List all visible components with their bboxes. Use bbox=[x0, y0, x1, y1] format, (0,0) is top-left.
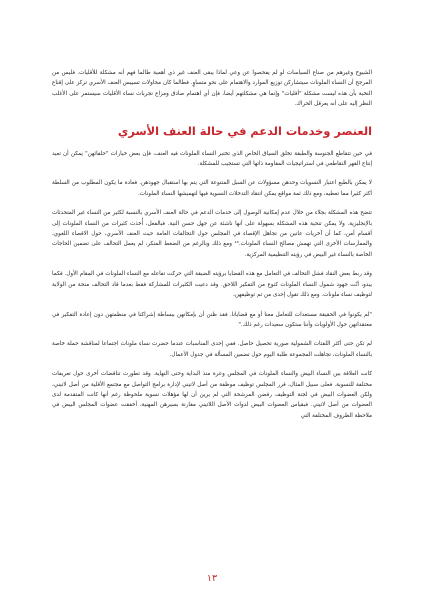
section-heading: العنصر وخدمات الدعم في حالة العنف الأسري bbox=[117, 123, 372, 138]
body-paragraph: وقد ربط بعض النقاد فشل التحالف في التعامل مع هذه القضايا برؤيته الضيقة التي حركت تفاعله مع النساء الملونات في المقام الأول. فكما يبدو، أنّت جهود شمول النساء الملونات كنوع من التفكير اللاحق. وقد دعيت الكثيرات للمشاركة فقط بعدما قاد التحالف منحة من الولاية لتوظيف نساء ملونات. ومع ذلك تقول إحدى من تم توظيفهن، bbox=[52, 271, 372, 299]
body-paragraph: لم تكن حتى أكثر اللفتات الشمولية صورية تحصيل حاصل. ففي إحدى المناسبات عندما حضرت نساء ملونات اجتماعا لمناقشة حملة خاصة بالنساء الملونات، تجاهلت المجموعة طلبة اليوم حول تضمين المسألة في جدول الأعمال. bbox=[52, 341, 372, 358]
intro-text-block bbox=[52, 68, 372, 110]
block-quote: "لم يكونوا في الحقيقة مستعدات للتعامل معنا أو مع قضايانا. فقد ظنن أن بإمكانهن ببساطة إشراكنا في منظمتهن دون إعادة التفكير في معتقداتهن حول الأولويات وأننا ستكون سعيدات رغم ذلك." bbox=[52, 311, 372, 328]
body-paragraph: الشيوخ وغيرهم من صناع السياسات لو لم يفحصوا عن وعي لماذا يبقى العنف غير ذي أهمية طالما فهم أنه مشكلة للأقليات. فليس من المرجح أن النساء الملونات سيتشاركن توزيع الموارد والاهتمام على نحو متساوٍ. فطالما كان محاولات تسييس العنف الأسري تركز على إقناع النخبة بأن هذه ليست مشكلة "أقليات" وإنما هي مشكلتهم أيضا، فإن أي اهتمام صادق ومزاع تجربات نساء الأقليات سيستمر على الأغلب النظر إليه على أنه يعرقل الحراك. bbox=[52, 70, 372, 108]
body-paragraph: لا يمكن بالطبع اعتبار النسويات وحدهن مسؤولات عن السبل المتنوعة التي يتم بها استقبال جهودهن. فعادة ما يكون المطلوب من السلطة أكثر كثيرا مما تعطيه، ومع ذلك ثمة مواقع يمكن انتقاد التدخلات النسوية فيها لتهميشها النساء الملونات. bbox=[52, 180, 372, 197]
body-paragraph: في حين تتقاطع الجنوسة والطبقة تخلق السياق الخاص الذي تختبر النساء الملونات فيه العنف، فإن بعض خيارات "حلفائهن" يمكن أن تعيد إنتاج القهر التقاطعي في استراتيجيات المقاومة ذاتها التي تستجيب للمشكلة. bbox=[52, 150, 372, 168]
body-paragraph: تتضح هذه المشكلة بجلاء من خلال عدم إمكانية الوصول إلى خدمات الدعم في حالة العنف الأسري بالنسبة لكثير من النساء غير المتحدثات بالإنجليزية. ولا يمكن تنحية هذه المشكلة بسهولة على أنها ناشئة عن جهل حسن النية. فبالفعل، أُخذت كثيرات من النساء الملونات إلى أقسام أمن، كما أن آخريات عانين من تجاهل الإقصاء في المجلس حول التحالفات العامة حيث العنف الأسري، حول الاقصاء اللغوي، والممارسات الأخرى التي تهمش مصالح النساء الملونات.¹³ ومع ذلك وبالرغم من الضغط المنكر، لم يعمل التحالف على تضمين الحاجات الخاصة بالنساء غير البيض في رؤيته التنظيمية المركزية. bbox=[52, 210, 372, 258]
section-text-block bbox=[52, 149, 372, 422]
page-number: ١٣ bbox=[206, 573, 218, 584]
body-paragraph: كانت العلاقة بين النساء البيض والنساء الملونات في المجلس وعرة منذ البداية وحتى النهاية. وقد تطورت تناقضات أخرى حول تعريفات مختلفة للنسوية. فعلى سبيل المثال، قرر المجلس توظيف موظفة من أصل لاتيني لإدارة برامج التواصل مع مجتمع الأقلية من أصل لاتيني، ولكن العضوات البيض في لجنة التوظيف رفضن المرشحة التي لم يرين أن لها مؤهلات نسوية ملحوظة رغم أنها كانت المتقدمة لدى العضوات من أصل لاتيني. فبقياس العضوات البيض لدوات الأصل اللاتيني مقارنة بسيرهن المهنية، أخفقت عضوات المجلس البيض في ملاحظة الظروف المختلفة التي bbox=[52, 371, 372, 419]
